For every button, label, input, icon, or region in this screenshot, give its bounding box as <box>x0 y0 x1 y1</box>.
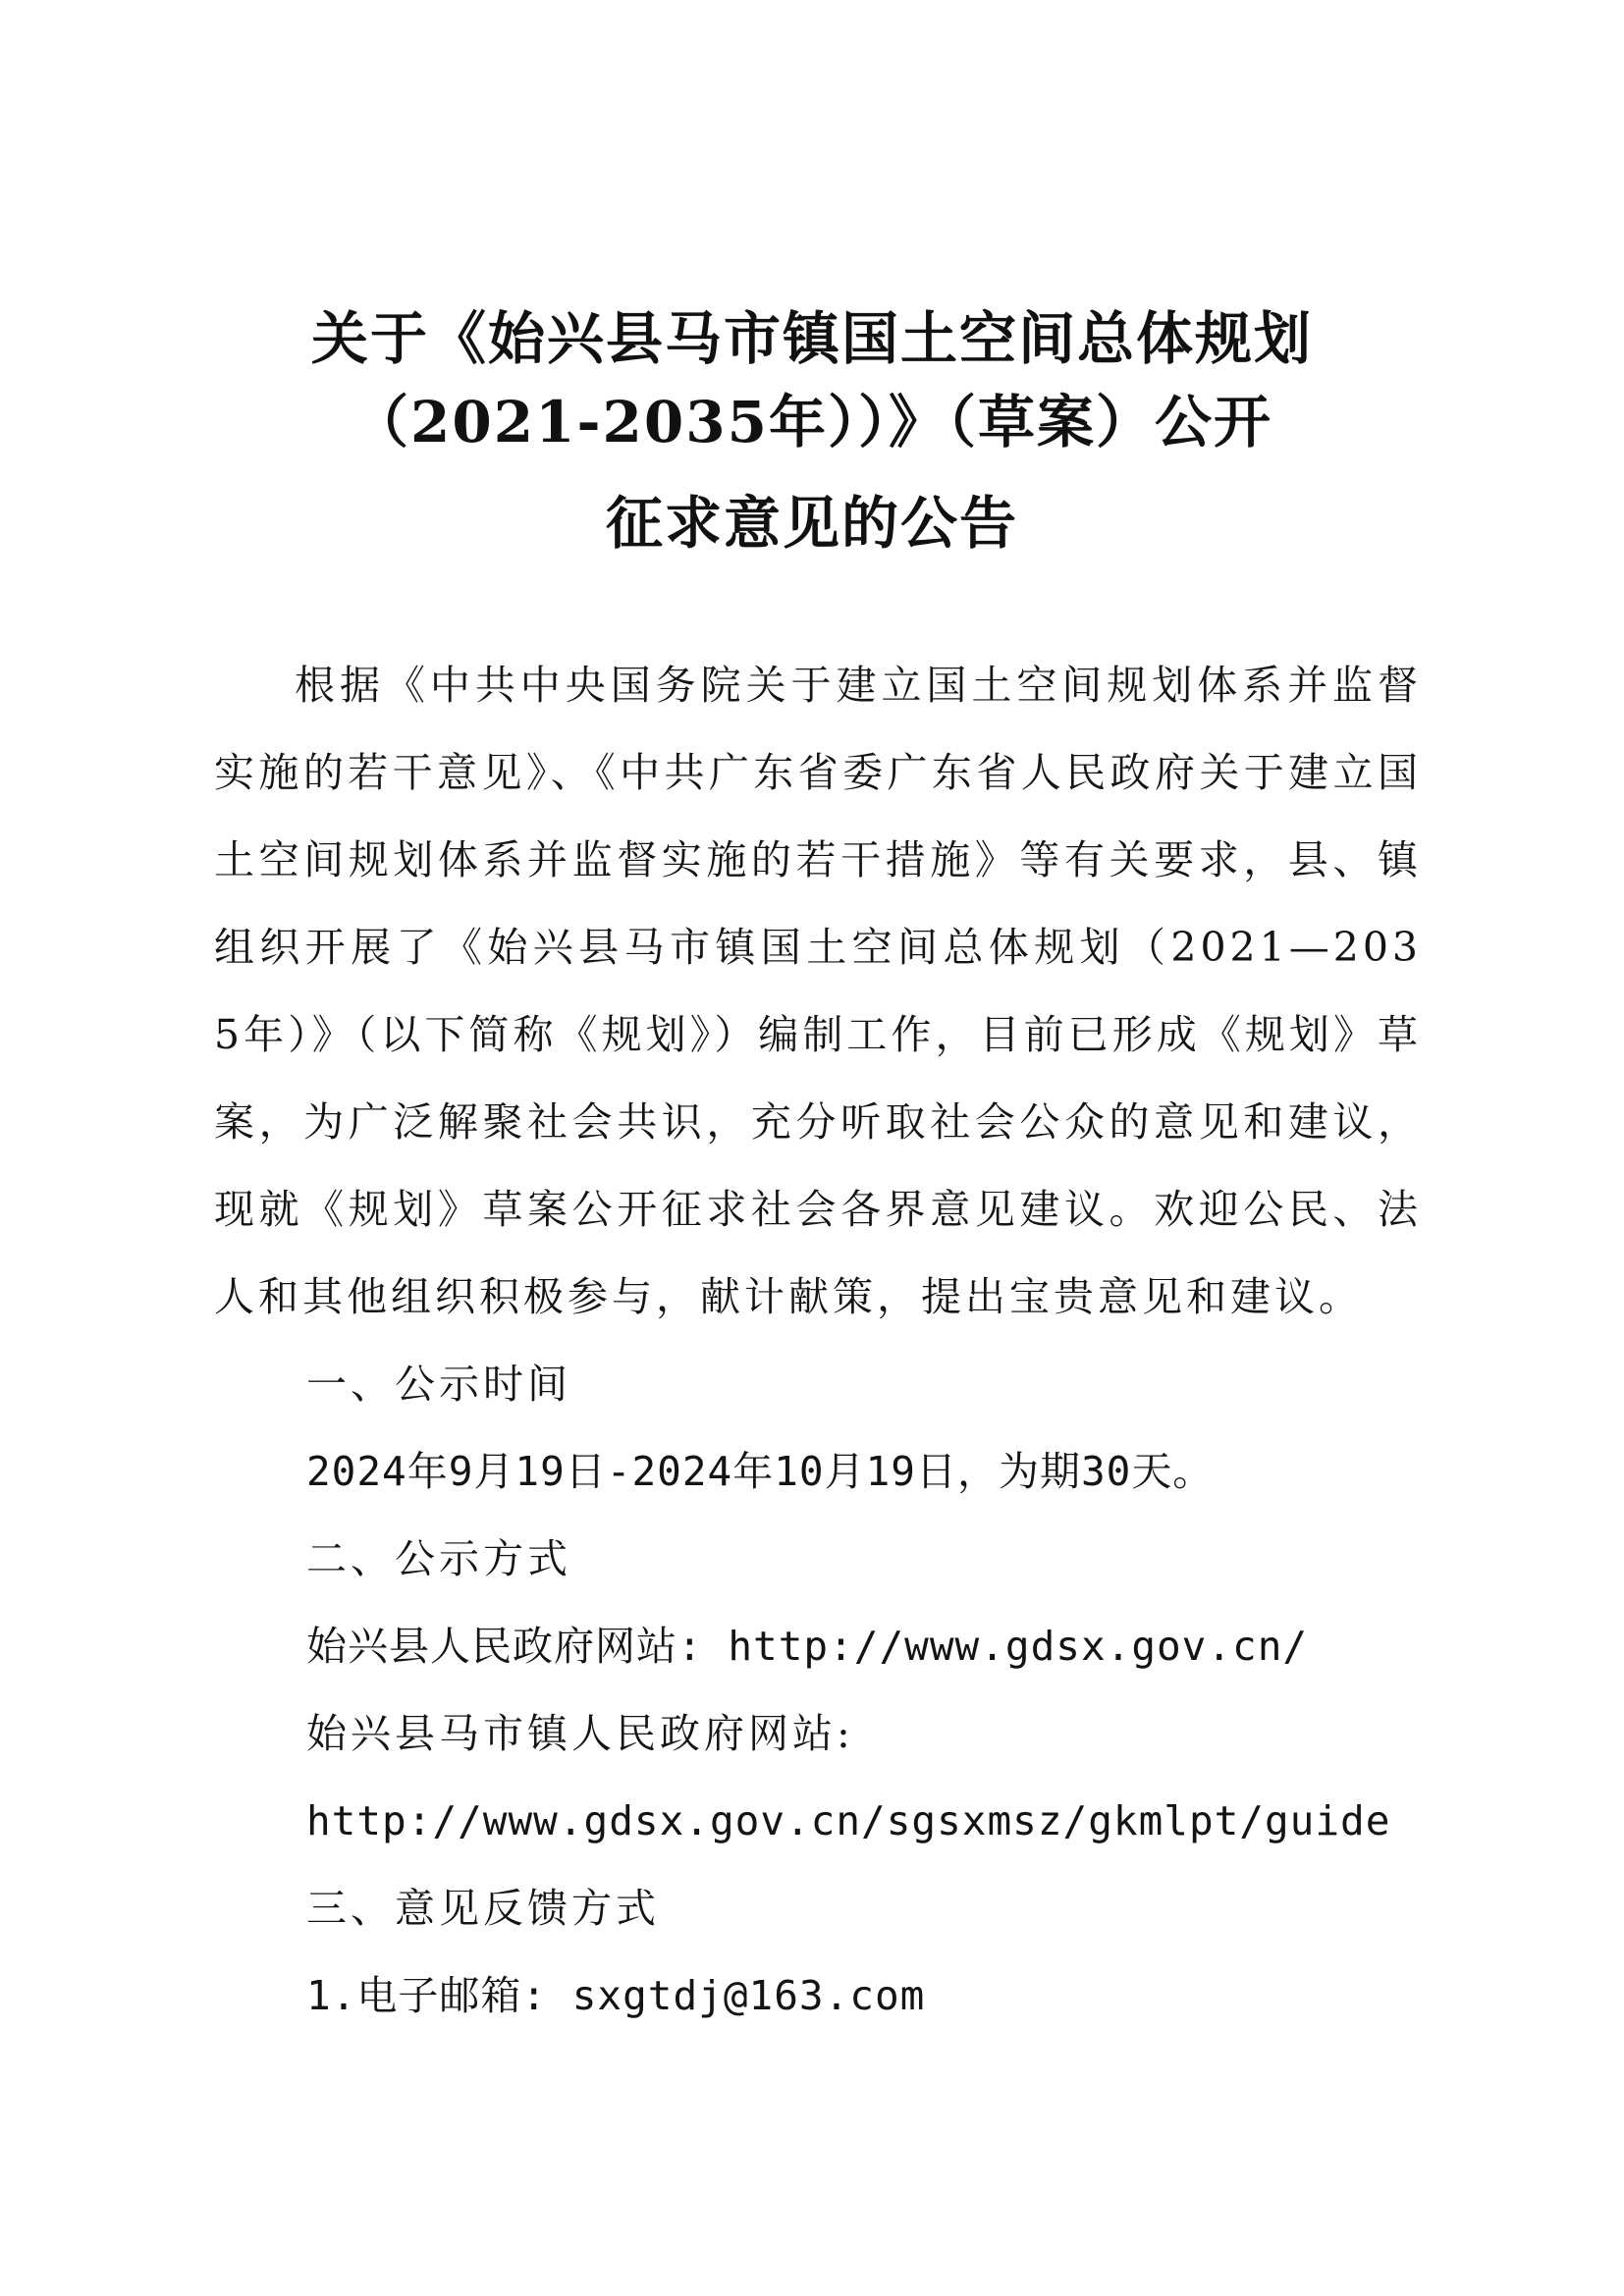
county-website: 始兴县人民政府网站: http://www.gdsx.gov.cn/ <box>306 1623 1309 1670</box>
title-line-1: 关于《始兴县马市镇国土空间总体规划 <box>310 305 1313 372</box>
feedback-email: 1.电子邮箱: sxgtdj@163.com <box>306 1972 926 2019</box>
document-body <box>214 642 1422 2040</box>
title-line-3: 征求意见的公告 <box>605 490 1018 557</box>
town-website-url: http://www.gdsx.gov.cn/sgsxmsz/gkmlpt/guide <box>306 1797 1391 1844</box>
section-1-heading: 一、公示时间 <box>306 1361 571 1408</box>
title-line-2: （2021-2035年））》（草案）公开 <box>352 389 1272 455</box>
section-2-heading: 二、公示方式 <box>306 1535 571 1582</box>
intro-paragraph: 根据《中共中央国务院关于建立国土空间规划体系并监督实施的若干意见》、《中共广东省委广东省人民政府关于建立国土空间规划体系并监督实施的若干措施》等有关要求，县、镇组织开展了《始兴县马市镇国土空间总体规划（2021—2035年）》（以下简称《规划》）编制工作，目前已形成《规划》草案，为广泛解聚社会共识，充分听取社会公众的意见和建议，现就《规划》草案公开征求社会各界意见建议。欢迎公民、法人和其他组织积极参与，献计献策，提出宝贵意见和建议。 <box>214 662 1422 1320</box>
section-1-text: 2024年9月19日-2024年10月19日，为期30天。 <box>306 1448 1215 1495</box>
town-website-label: 始兴县马市镇人民政府网站: <box>306 1710 854 1757</box>
section-3-heading: 三、意见反馈方式 <box>306 1885 660 1932</box>
